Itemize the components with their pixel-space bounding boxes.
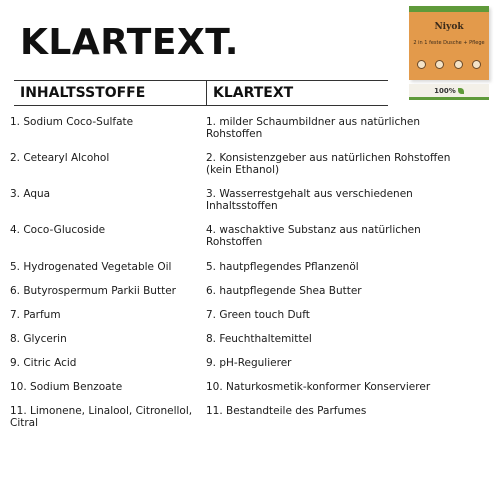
header-ingredients: INHALTSSTOFFE: [14, 81, 207, 105]
meaning-cell: 7. Green touch Duft: [206, 309, 310, 321]
ingredient-cell: 9. Citric Acid: [10, 357, 77, 369]
meaning-cell: 2. Konsistenzgeber aus natürlichen Rohstoffen (kein Ethanol): [206, 152, 451, 176]
product-subtitle: 2 in 1 feste Dusche + Pflege: [413, 40, 485, 46]
meaning-cell: 4. waschaktive Substanz aus natürlichen Rohstoffen: [206, 224, 421, 248]
product-icons: [417, 60, 481, 69]
meaning-cell: 6. hautpflegende Shea Butter: [206, 285, 362, 297]
recycle-icon: [472, 60, 481, 69]
drop-icon: [435, 60, 444, 69]
ingredient-cell: 2. Cetearyl Alcohol: [10, 152, 110, 164]
product-brand: Niyok: [434, 22, 464, 32]
meaning-cell: 10. Naturkosmetik-konformer Konservierer: [206, 381, 431, 393]
product-box: [409, 6, 489, 80]
page-title: KLARTEXT.: [20, 22, 239, 63]
ingredient-cell: 8. Glycerin: [10, 333, 67, 345]
ingredient-cell: 7. Parfum: [10, 309, 61, 321]
product-badge-text: 100%: [434, 86, 456, 95]
ingredient-cell: 3. Aqua: [10, 188, 51, 200]
ingredient-cell: 10. Sodium Benzoate: [10, 381, 123, 393]
meaning-cell: 5. hautpflegendes Pflanzenöl: [206, 261, 359, 273]
meaning-cell: 9. pH-Regulierer: [206, 357, 292, 369]
table-header: [14, 80, 388, 106]
product-image: [409, 6, 489, 102]
ingredient-cell: 5. Hydrogenated Vegetable Oil: [10, 261, 172, 273]
ingredient-cell: 6. Butyrospermum Parkii Butter: [10, 285, 176, 297]
leaf-icon: [458, 88, 464, 94]
ingredient-cell: 4. Coco-Glucoside: [10, 224, 106, 236]
meaning-cell: 11. Bestandteile des Parfumes: [206, 405, 367, 417]
ingredients-table: [14, 80, 388, 106]
meaning-cell: 3. Wasserrestgehalt aus verschiedenen Inhaltsstoffen: [206, 188, 413, 212]
header-klartext: KLARTEXT: [213, 85, 294, 101]
meaning-cell: 1. milder Schaumbildner aus natürlichen Rohstoffen: [206, 116, 420, 140]
meaning-cell: 8. Feuchthaltemittel: [206, 333, 312, 345]
ingredient-cell: 11. Limonene, Linalool, Citronellol, Citral: [10, 405, 193, 429]
ingredient-cell: 1. Sodium Coco-Sulfate: [10, 116, 134, 128]
product-badge: [409, 84, 489, 100]
leaf-icon: [417, 60, 426, 69]
hand-icon: [454, 60, 463, 69]
